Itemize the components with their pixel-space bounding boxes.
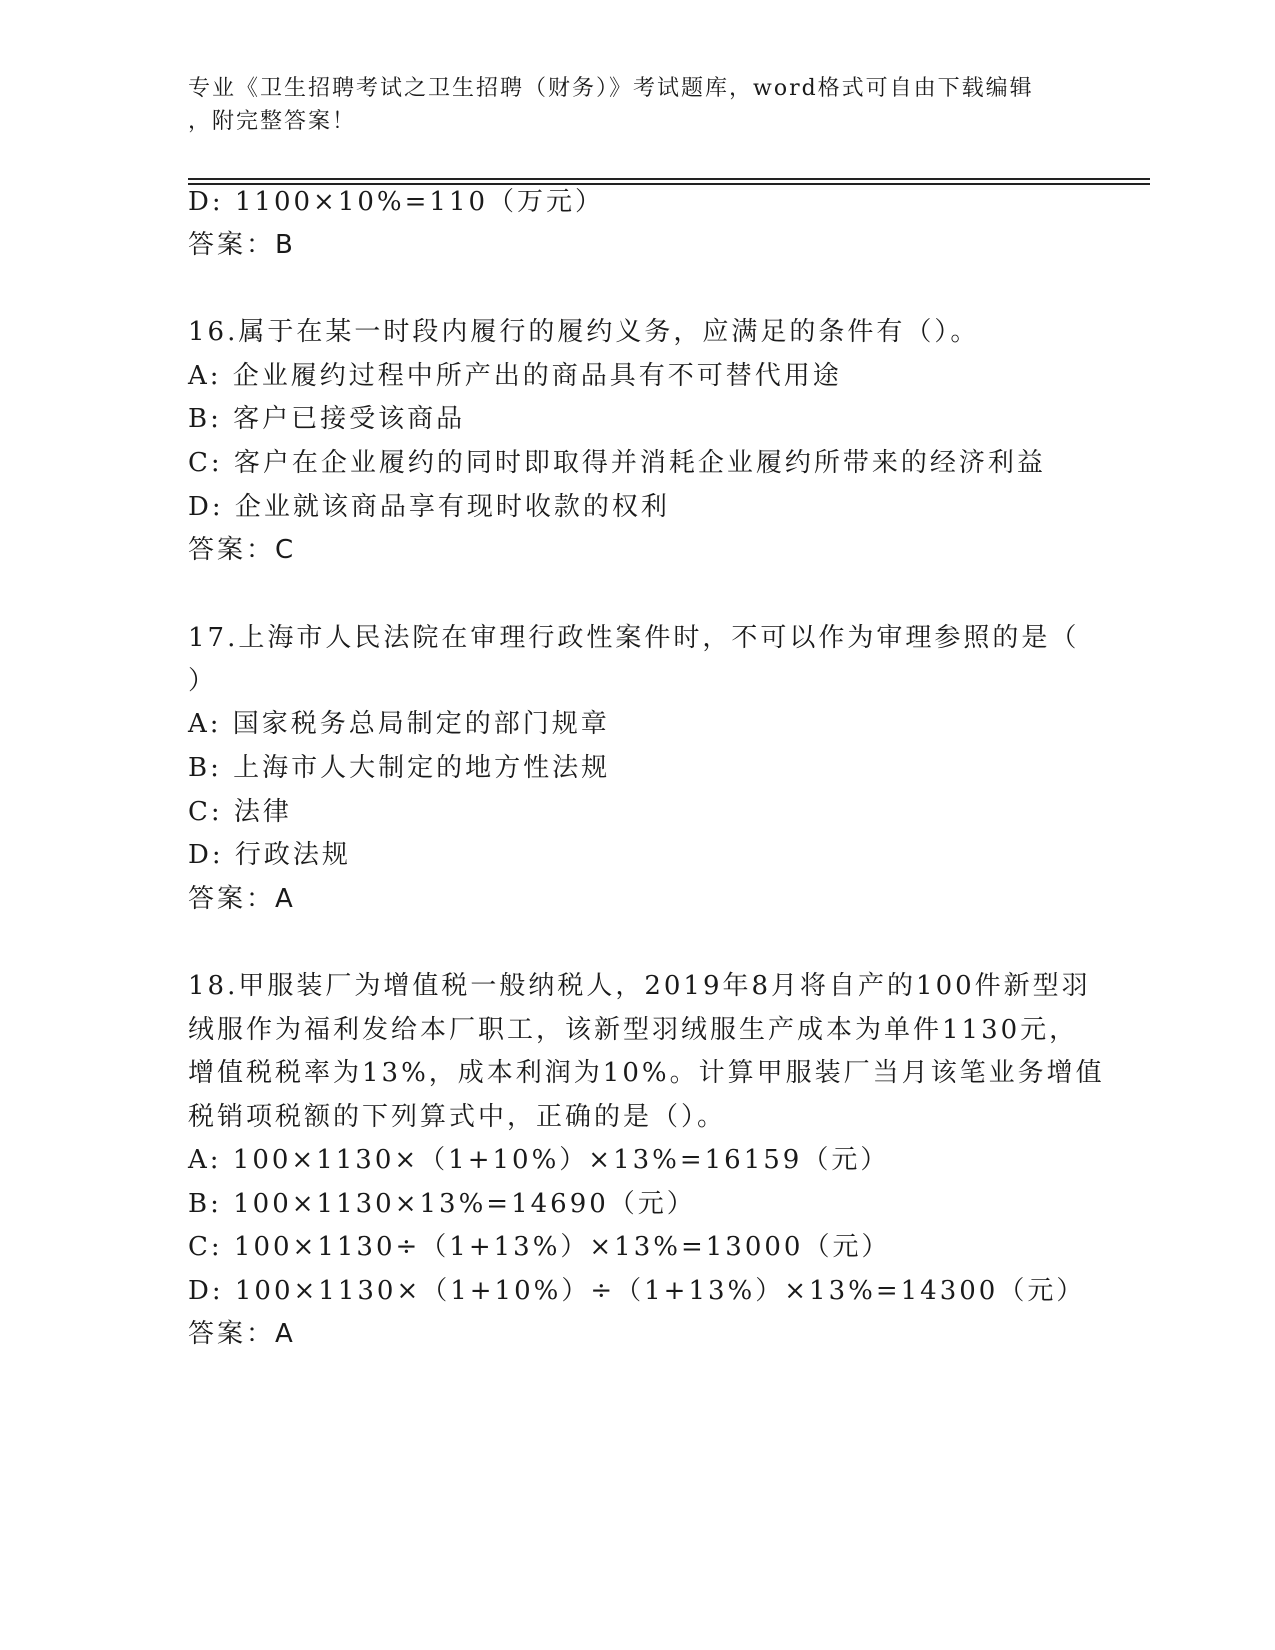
option-c: C: 客户在企业履约的同时即取得并消耗企业履约所带来的经济利益 — [188, 448, 1046, 478]
option-c: C: 100×1130÷（1+13%）×13%=13000（元） — [188, 1232, 891, 1262]
question-stem-line: 税销项税额的下列算式中，正确的是（）。 — [188, 1102, 727, 1132]
option-b: B: 客户已接受该商品 — [188, 404, 466, 434]
answer: 答案：C — [188, 535, 297, 565]
answer: 答案：A — [188, 884, 296, 914]
header-line-2: ，附完整答案！ — [188, 109, 357, 134]
option-d: D: 行政法规 — [188, 840, 351, 870]
prev-answer: 答案：B — [188, 230, 296, 260]
prev-option-d: D: 1100×10%=110（万元） — [188, 187, 605, 217]
option-c: C: 法律 — [188, 797, 292, 827]
option-d: D: 企业就该商品享有现时收款的权利 — [188, 492, 670, 522]
question-stem-line: 16.属于在某一时段内履行的履约义务，应满足的条件有（）。 — [188, 317, 980, 347]
option-b: B: 100×1130×13%=14690（元） — [188, 1189, 696, 1219]
option-a: A: 企业履约过程中所产出的商品具有不可替代用途 — [188, 361, 842, 391]
option-a: A: 100×1130×（1+10%）×13%=16159（元） — [188, 1145, 890, 1175]
option-d: D: 100×1130×（1+10%）÷（1+13%）×13%=14300（元） — [188, 1276, 1086, 1306]
question-stem-line: 18.甲服装厂为增值税一般纳税人，2019年8月将自产的100件新型羽 — [188, 971, 1091, 1001]
question-stem-line: 17.上海市人民法院在审理行政性案件时，不可以作为审理参照的是（ — [188, 623, 1080, 653]
header-divider-top — [188, 178, 1150, 180]
header-title — [188, 72, 1088, 138]
option-b: B: 上海市人大制定的地方性法规 — [188, 753, 611, 783]
answer: 答案：A — [188, 1319, 296, 1349]
question-stem-line: 绒服作为福利发给本厂职工，该新型羽绒服生产成本为单件1130元， — [188, 1015, 1079, 1045]
header-line-1: 专业《卫生招聘考试之卫生招聘（财务）》考试题库，word格式可自由下载编辑 — [188, 76, 1034, 101]
question-stem-line: ） — [188, 666, 218, 696]
question-stem-line: 增值税税率为13%，成本利润为10%。计算甲服装厂当月该笔业务增值 — [188, 1058, 1105, 1088]
option-a: A: 国家税务总局制定的部门规章 — [188, 709, 610, 739]
